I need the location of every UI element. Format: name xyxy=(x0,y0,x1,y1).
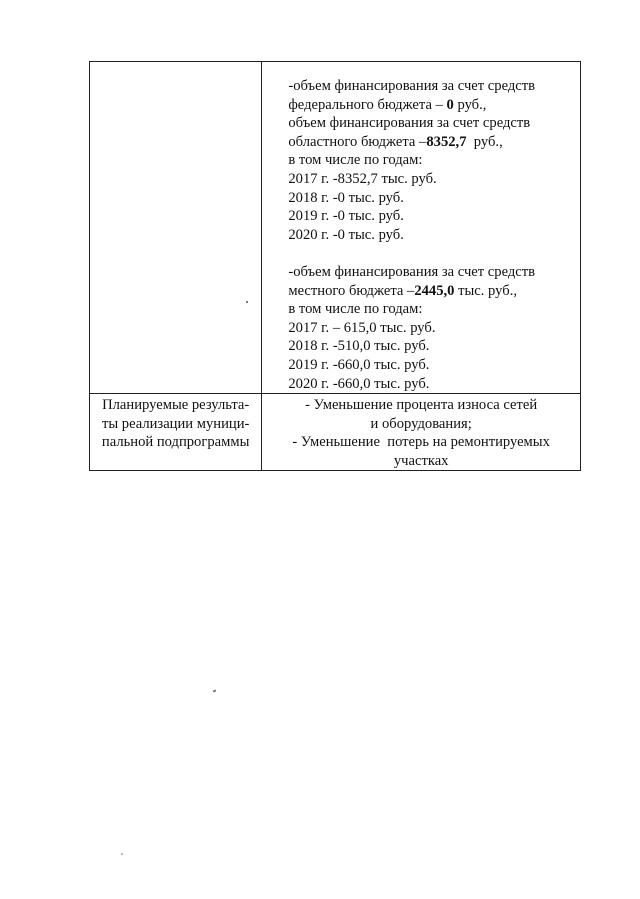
federal-amount: 0 xyxy=(446,96,454,113)
scan-stray-mark xyxy=(213,689,217,692)
regional-year-2019: 2019 г. -0 тыс. руб. xyxy=(288,208,404,225)
regional-line-1: объем финансирования за счет средств xyxy=(288,115,531,132)
results-label-line-2: ты реализации муници- xyxy=(101,415,250,432)
local-line-1: -объем финансирования за счет средств xyxy=(288,263,536,280)
funding-label-cell xyxy=(90,62,262,394)
regional-suffix: руб., xyxy=(466,133,503,150)
funding-value-cell xyxy=(262,62,581,394)
results-value-line-1: - Уменьшение процента износа сетей xyxy=(305,397,538,414)
results-row xyxy=(90,394,581,471)
local-suffix: тыс. руб., xyxy=(454,282,517,299)
regional-year-2020: 2020 г. -0 тыс. руб. xyxy=(288,226,404,243)
local-year-2017: 2017 г. – 615,0 тыс. руб. xyxy=(288,319,436,336)
results-label-line-1: Планируемые результа- xyxy=(102,397,250,414)
local-line-2 xyxy=(288,282,580,301)
federal-line-1: -объем финансирования за счет средств xyxy=(288,78,536,94)
regional-prefix: областного бюджета – xyxy=(288,133,427,150)
federal-line-2 xyxy=(288,96,580,115)
local-prefix: местного бюджета – xyxy=(288,282,415,299)
regional-amount: 8352,7 xyxy=(426,133,467,150)
paragraph-gap xyxy=(288,244,580,263)
results-value-line-2: и оборудования; xyxy=(370,415,472,432)
federal-prefix: федерального бюджета – xyxy=(288,96,447,113)
regional-line-2 xyxy=(288,133,580,152)
scan-stray-mark-2 xyxy=(121,853,123,855)
scan-dot-mark xyxy=(246,301,248,303)
results-value-line-4: участках xyxy=(393,452,449,469)
local-year-2018: 2018 г. -510,0 тыс. руб. xyxy=(288,338,430,355)
local-year-2019: 2019 г. -660,0 тыс. руб. xyxy=(288,356,430,373)
regional-year-2017: 2017 г. -8352,7 тыс. руб. xyxy=(288,170,437,187)
results-label-line-3: пальной подпрограммы xyxy=(101,434,250,451)
regional-year-2018: 2018 г. -0 тыс. руб. xyxy=(288,189,404,206)
results-value-line-3: - Уменьшение потерь на ремонтируемых xyxy=(292,434,550,451)
program-table xyxy=(89,61,581,471)
regional-years-intro: в том числе по годам: xyxy=(288,152,423,169)
federal-suffix: руб., xyxy=(453,96,487,113)
results-label-cell xyxy=(90,394,262,471)
results-value-cell xyxy=(262,394,581,471)
local-years-intro: в том числе по годам: xyxy=(288,301,423,318)
funding-row xyxy=(90,62,581,394)
local-amount: 2445,0 xyxy=(414,282,455,299)
local-year-2020: 2020 г. -660,0 тыс. руб. xyxy=(288,375,430,392)
